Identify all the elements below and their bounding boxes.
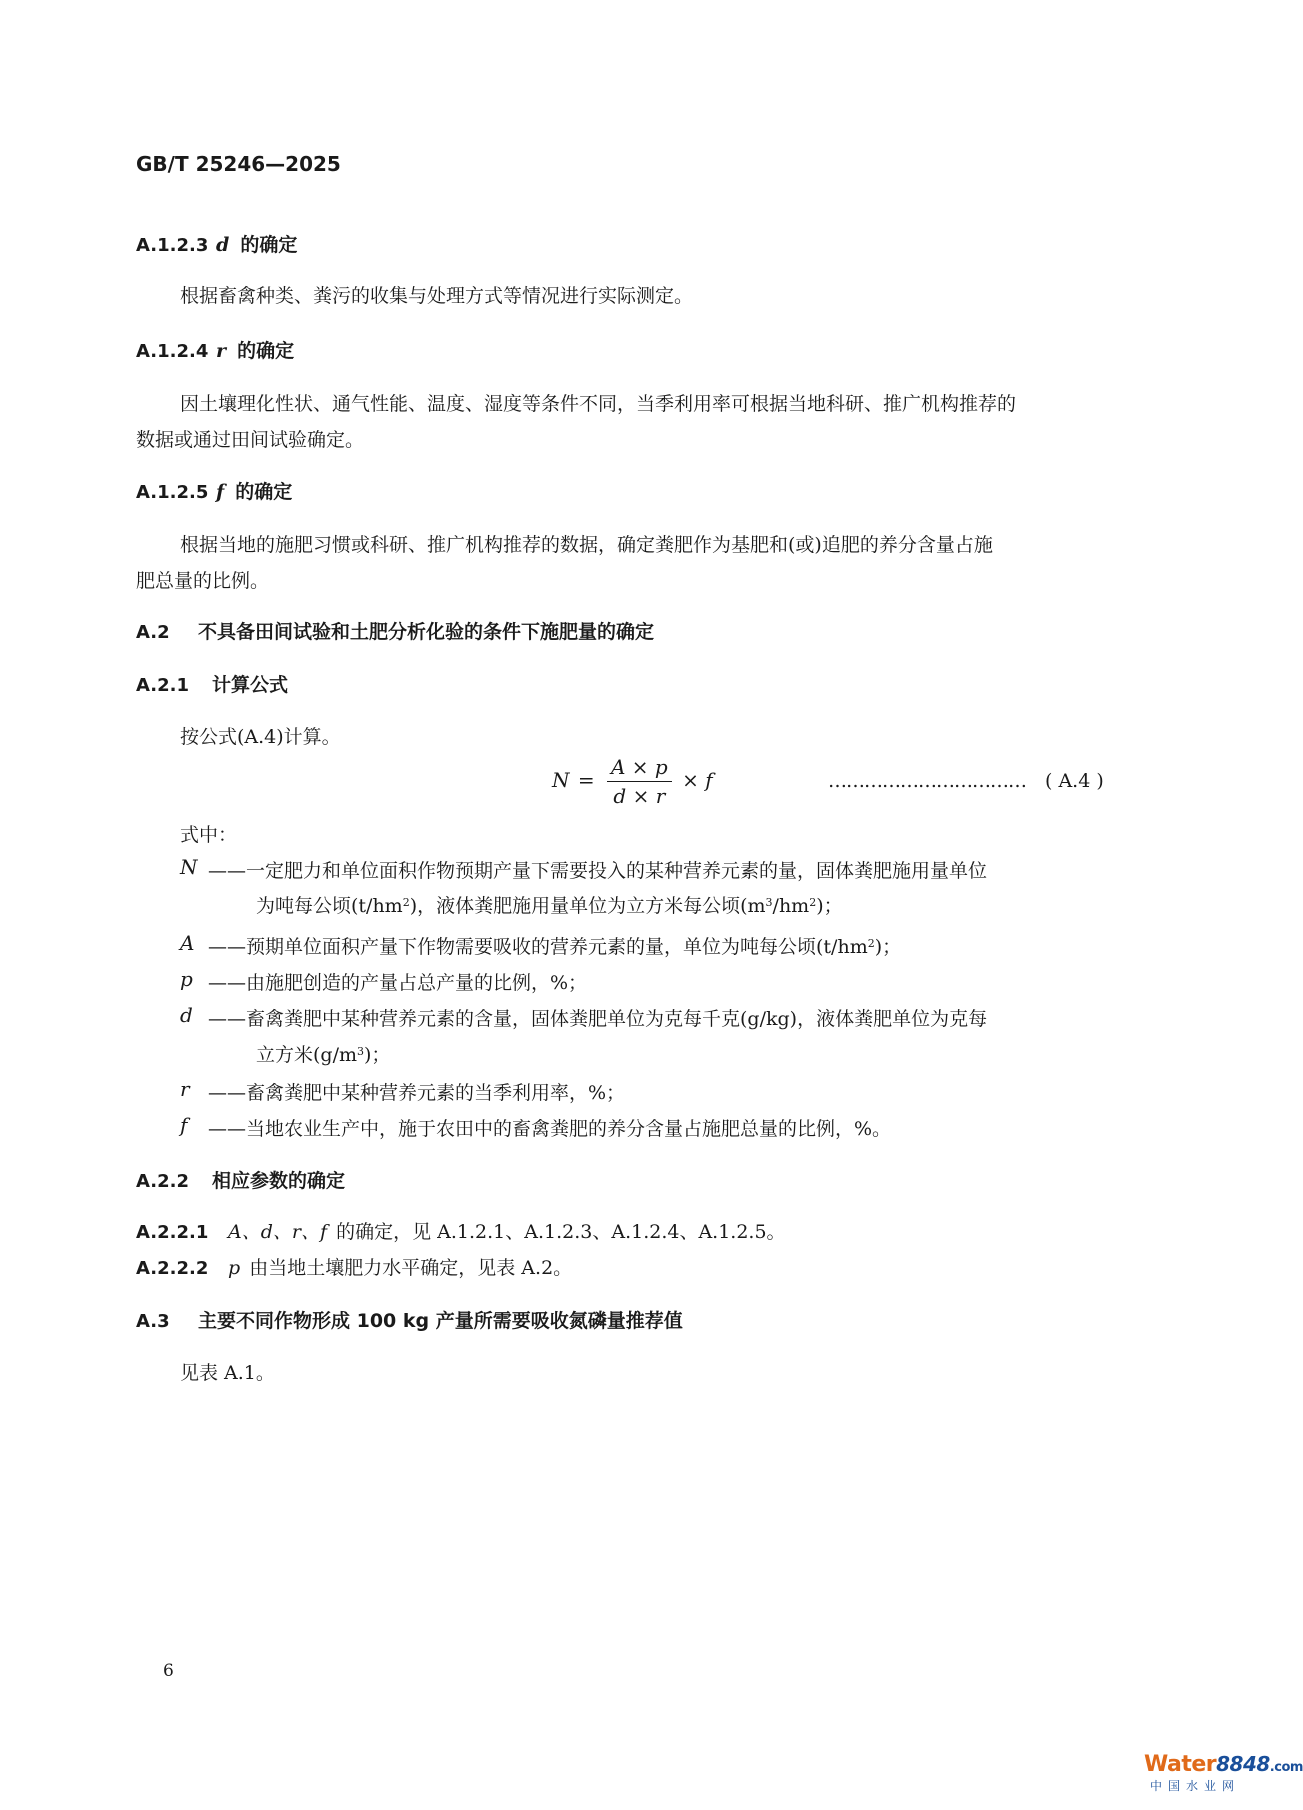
section-a222: A.2.2.2 p 由当地土壤肥力水平确定，见表 A.2。 — [136, 1257, 573, 1279]
section-a22-heading: A.2.2 相应参数的确定 — [136, 1170, 346, 1192]
where-label: 式中： — [180, 824, 238, 846]
section-a2-heading: A.2 不具备田间试验和土肥分析化验的条件下施肥量的确定 — [136, 621, 655, 643]
page-number: 6 — [163, 1661, 174, 1681]
standard-code: GB/T 25246—2025 — [136, 152, 341, 176]
section-a221: A.2.2.1 A、d、r、f 的确定，见 A.1.2.1、A.1.2.3、A.1.2.4、A.1.2.5。 — [136, 1221, 786, 1243]
section-a125-line1: 根据当地的施肥习惯或科研、推广机构推荐的数据，确定粪肥作为基肥和(或)追肥的养分含量占施 — [180, 534, 993, 556]
section-a124-heading: A.1.2.4 r 的确定 — [136, 340, 295, 362]
section-a3-text: 见表 A.1。 — [180, 1362, 275, 1384]
section-a124-line1: 因土壤理化性状、通气性能、温度、湿度等条件不同，当季利用率可根据当地科研、推广机构推荐的 — [180, 393, 1017, 415]
watermark-logo: Water8848.com 中国水业网 — [1144, 1752, 1303, 1793]
section-a21-heading: A.2.1 计算公式 — [136, 674, 289, 696]
section-a123-text: 根据畜禽种类、粪污的收集与处理方式等情况进行实际测定。 — [180, 285, 694, 307]
section-a125-heading: A.1.2.5 f 的确定 — [136, 481, 293, 503]
section-a3-heading: A.3 主要不同作物形成 100 kg 产量所需要吸收氮磷量推荐值 — [136, 1310, 683, 1332]
formula-a4: N = $\frac{A \times p}{d \times r}$ × f — [552, 755, 713, 808]
formula-fraction: $\frac{A \times p}{d \times r}$ — [607, 755, 672, 808]
section-a123-heading: A.1.2.3 d 的确定 — [136, 234, 298, 256]
formula-dots: …………………………… — [828, 770, 1026, 792]
section-a125-line2: 肥总量的比例。 — [136, 570, 270, 592]
section-a21-intro: 按公式(A.4)计算。 — [180, 726, 341, 748]
formula-label: ( A.4 ) — [1045, 770, 1104, 792]
section-a124-line2: 数据或通过田间试验确定。 — [136, 429, 365, 451]
